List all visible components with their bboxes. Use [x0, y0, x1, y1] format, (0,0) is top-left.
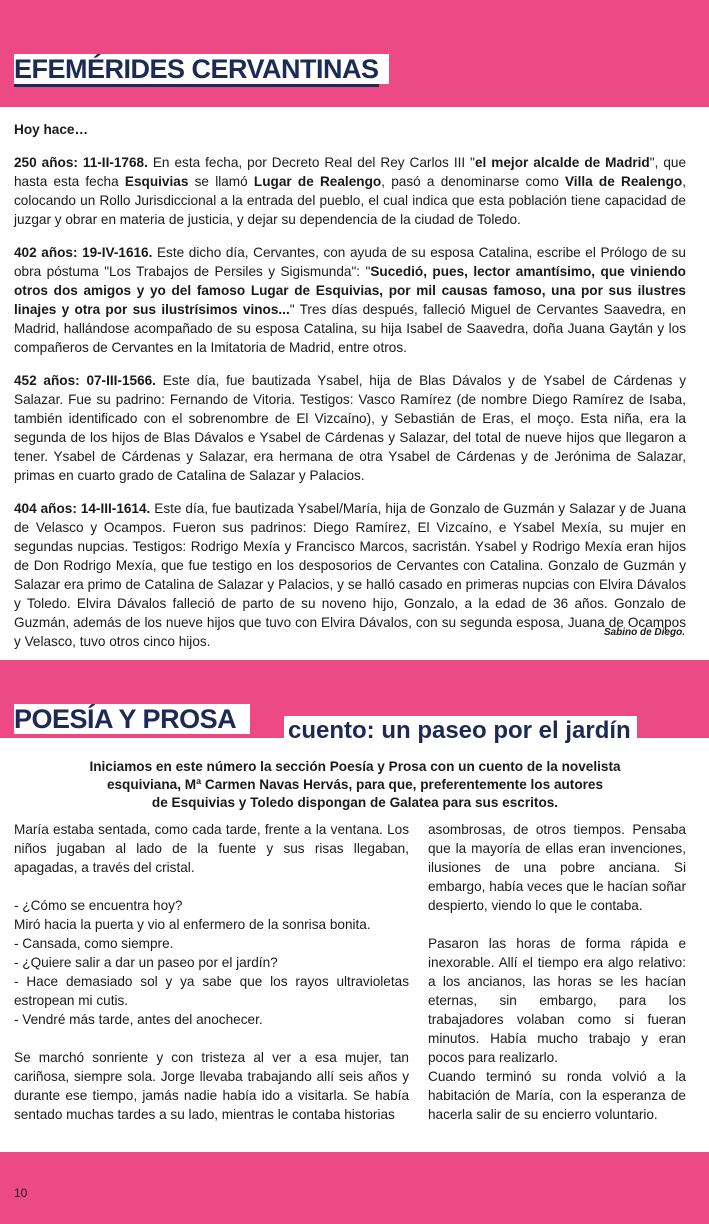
intro-line: esquiviana, Mª Carmen Navas Hervás, para que, preferentemente los autores	[106, 777, 604, 792]
poesia-intro	[40, 758, 670, 812]
dialogue-line: - ¿Quiere salir a dar un paseo por el jardín?	[14, 955, 278, 970]
story-paragraph: Se marchó sonriente y con tristeza al ver a esa mujer, tan cariñosa, siempre sola. Jorge llevaba trabajando allí seis años y durante ese tiempo, jamás nadie había ido a visitarla. Se había sentado muchas tardes a su lado, mientras le contaba historias	[14, 1050, 409, 1122]
author-signature: Sabino de Diego.	[603, 627, 685, 638]
story-subtitle: cuento: un paseo por el jardín	[284, 716, 637, 746]
efemerides-section	[14, 120, 686, 665]
story-left-column	[14, 820, 409, 1143]
entry-1616: 402 años: 19-IV-1616. Este dicho día, Cervantes, con ayuda de su esposa Catalina, escribe el Prólogo de su obra póstuma "Los Trabajos de Persiles y Sigismunda": "Sucedió, pues, lector amantísimo, que viniendo otros dos amigos y yo del famoso Lugar de Esquivias, por mil causas famoso, una por sus ilustres linajes y otra por sus ilustrísimos vinos..." Tres días después, falleció Miguel de Cervantes Saavedra, en Madrid, hallándose acompañado de su esposa Catalina, su hija Isabel de Saavedra, doña Juana Gaytán y los compañeros de Cervantes en la Imitatoria de Madrid, entre otros.	[14, 245, 686, 355]
dialogue-line: Miró hacia la puerta y vio al enfermero de la sonrisa bonita.	[14, 917, 371, 932]
story-paragraph: Cuando terminó su ronda volvió a la habitación de María, con la esperanza de hacerla salir de su encierro voluntario.	[428, 1069, 686, 1122]
section-title-efemerides: EFEMÉRIDES CERVANTINAS	[14, 54, 389, 84]
page-number: 10	[14, 1186, 28, 1200]
dialogue-line: - Hace demasiado sol y ya sabe que los rayos ultravioletas estropean mi cutis.	[14, 974, 409, 1008]
section-title-poesia: POESÍA Y PROSA	[14, 704, 250, 734]
dialogue-line: - Cansada, como siempre.	[14, 936, 174, 951]
story-right-column	[428, 820, 686, 1143]
entry-1614: 404 años: 14-III-1614. Este día, fue bautizada Ysabel/María, hija de Gonzalo de Guzmán y Salazar y de Juana de Velasco y Ocampos. Fueron sus padrinos: Diego Ramírez, El Vizcaíno, e Ysabel Mexía, su mujer en segundas nupcias. Testigos: Rodrigo Mexía y Francisco Marcos, sacristán. Ysabel y Rodrigo Mexía eran hijos de Don Rodrigo Mexía, que fue testigo en los desposorios de Cervantes con Catalina. Gonzalo de Guzmán y Salazar era primo de Catalina de Salazar y Palacios, y se halló casado en primeras nupcias con Elvira Dávalos y Toledo. Elvira Dávalos falleció de parto de su noveno hijo, Gonzalo, a la edad de 36 años. Gonzalo de Guzmán, además de los nueve hijos que tuvo con Elvira Dávalos, con su segunda esposa, Juana de Ocampos y Velasco, tuvo otros cinco hijos.	[14, 501, 687, 649]
story-paragraph: María estaba sentada, como cada tarde, frente a la ventana. Los niños jugaban al lado de la fuente y sus risas llegaban, apagadas, a través del cristal.	[14, 822, 409, 875]
bottom-pink-band	[0, 1152, 709, 1224]
intro-line: Iniciamos en este número la sección Poesía y Prosa con un cuento de la novelista	[89, 759, 621, 774]
entry-1768: 250 años: 11-II-1768. En esta fecha, por Decreto Real del Rey Carlos III "el mejor alcalde de Madrid", que hasta esta fecha Esquivias se llamó Lugar de Realengo, pasó a denominarse como Villa de Realengo, colocando un Rollo Jurisdiccional a la entrada del pueblo, el cual indica que esta población tiene capacidad de juzgar y obrar en materia de justicia, y dejar su dependencia de la ciudad de Toledo.	[14, 155, 687, 227]
entry-1566: 452 años: 07-III-1566. Este día, fue bautizada Ysabel, hija de Blas Dávalos y de Ysabel de Cárdenas y Salazar. Fue su padrino: Fernando de Vitoria. Testigos: Vasco Ramírez (de nombre Diego Ramírez de Isaba, también identificado con el sobrenombre de El Vizcaíno), y Sebastián de Eras, el moço. Esta niña, era la segunda de los hijos de Blas Dávalos e Ysabel de Cárdenas y Salazar, del total de nueve hijos que llegaron a tener. Ysabel de Cárdenas y Salazar, era hermana de otra Ysabel de Cárdenas y de Jerónima de Salazar, primas en cuarto grado de Catalina de Salazar y Palacios.	[14, 373, 687, 483]
intro-line: de Esquivias y Toledo dispongan de Galatea para sus escritos.	[151, 795, 559, 810]
hoy-hace-label: Hoy hace…	[14, 122, 89, 137]
dialogue-line: - Vendré más tarde, antes del anochecer.	[14, 1012, 263, 1027]
story-paragraph: asombrosas, de otros tiempos. Pensaba que la mayoría de ellas eran invenciones, ilusiones de una pobre anciana. Si embargo, había veces que le hacían soñar despierto, viendo lo que le contaba.	[428, 822, 686, 913]
dialogue-line: - ¿Cómo se encuentra hoy?	[14, 898, 183, 913]
story-paragraph: Pasaron las horas de forma rápida e inexorable. Allí el tiempo era algo relativo: a los ancianos, las horas se les hacían eternas, sin embargo, para los trabajadores volaban como si fueran minutos. Había mucho trabajo y eran pocos para realizarlo.	[428, 936, 686, 1065]
